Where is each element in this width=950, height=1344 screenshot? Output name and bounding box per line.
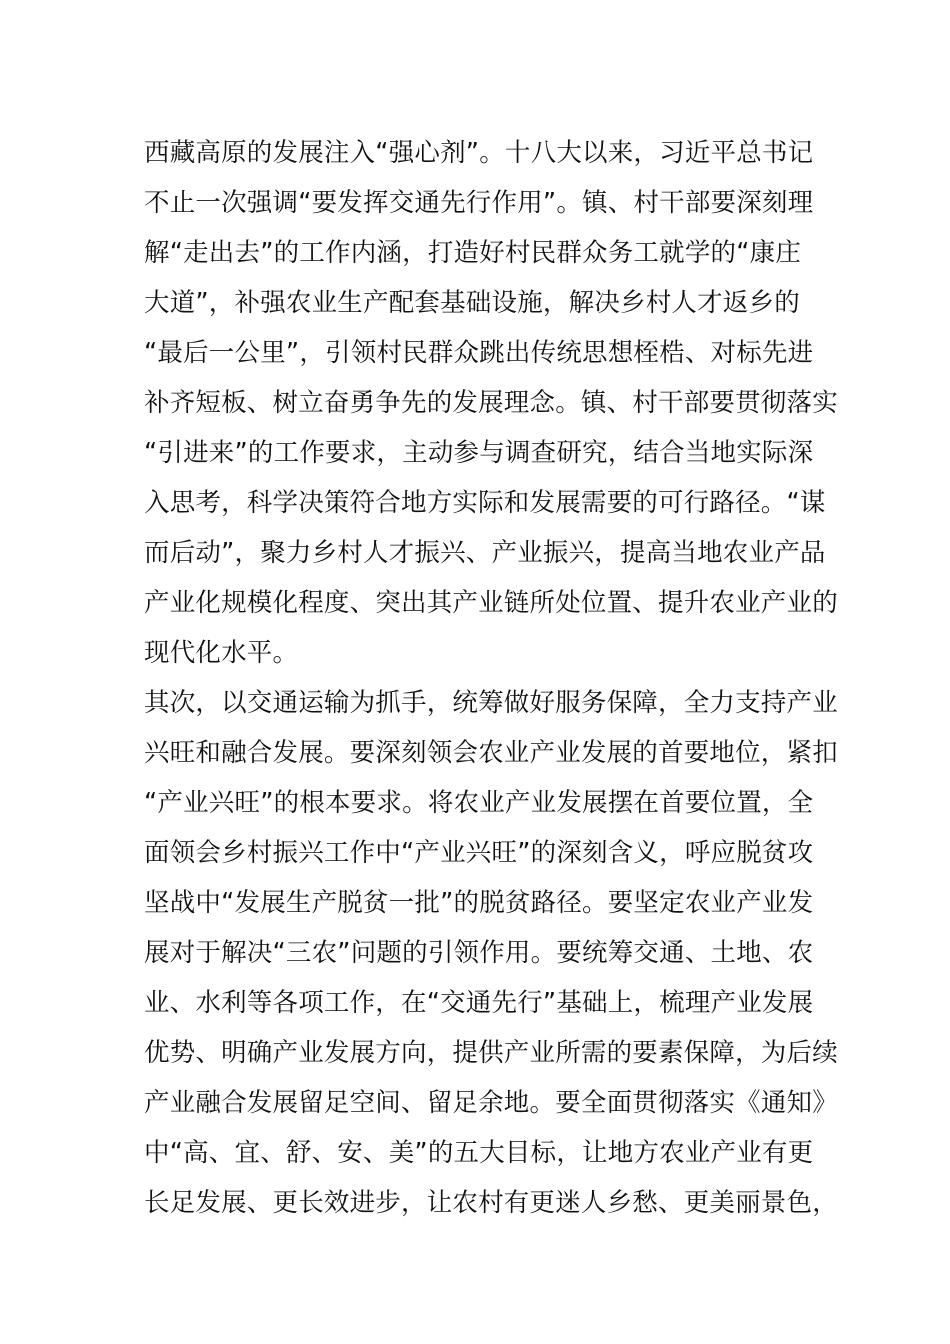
text-line: “最后一公里”，引领村民群众跳出传统思想桎梏、对标先进 [144,338,814,368]
text-line: 入思考，科学决策符合地方实际和发展需要的可行路径。“谋 [144,488,826,518]
text-line: 产业融合发展留足空间、留足余地。要全面贯彻落实《通知》 [144,1088,838,1118]
text-line: 展对于解决“三农”问题的引领作用。要统筹交通、土地、农 [144,938,814,968]
text-line: 现代化水平。 [144,638,299,668]
text-line: 兴旺和融合发展。要深刻领会农业产业发展的首要地位，紧扣 [144,738,838,768]
text-line: 中“高、宜、舒、安、美”的五大目标，让地方农业产业有更 [144,1138,814,1168]
text-line: 大道”，补强农业生产配套基础设施，解决乡村人才返乡的 [144,288,800,318]
text-line: 其次，以交通运输为抓手，统筹做好服务保障，全力支持产业 [144,688,838,718]
text-line: 面领会乡村振兴工作中“产业兴旺”的深刻含义，呼应脱贫攻 [144,838,814,868]
body-text [144,128,838,1228]
text-line: 坚战中“发展生产脱贫一批”的脱贫路径。要坚定农业产业发 [144,888,814,918]
text-line: 产业化规模化程度、突出其产业链所处位置、提升农业产业的 [144,588,838,618]
text-line: “产业兴旺”的根本要求。将农业产业发展摆在首要位置，全 [144,788,814,818]
text-line: 业、水利等各项工作，在“交通先行”基础上，梳理产业发展 [144,988,814,1018]
text-line: 长足发展、更长效进步，让农村有更迷人乡愁、更美丽景色， [144,1188,838,1218]
text-line: “引进来”的工作要求，主动参与调查研究，结合当地实际深 [144,438,814,468]
text-line: 优势、明确产业发展方向，提供产业所需的要素保障，为后续 [144,1038,838,1068]
text-line: 补齐短板、树立奋勇争先的发展理念。镇、村干部要贯彻落实 [144,388,838,418]
text-line: 不止一次强调“要发挥交通先行作用”。镇、村干部要深刻理 [144,188,814,218]
text-line: 解“走出去”的工作内涵，打造好村民群众务工就学的“康庄 [144,238,802,268]
text-line: 西藏高原的发展注入“强心剂”。十八大以来，习近平总书记 [144,138,814,168]
text-line: 而后动”，聚力乡村人才振兴、产业振兴，提高当地农业产品 [144,538,826,568]
